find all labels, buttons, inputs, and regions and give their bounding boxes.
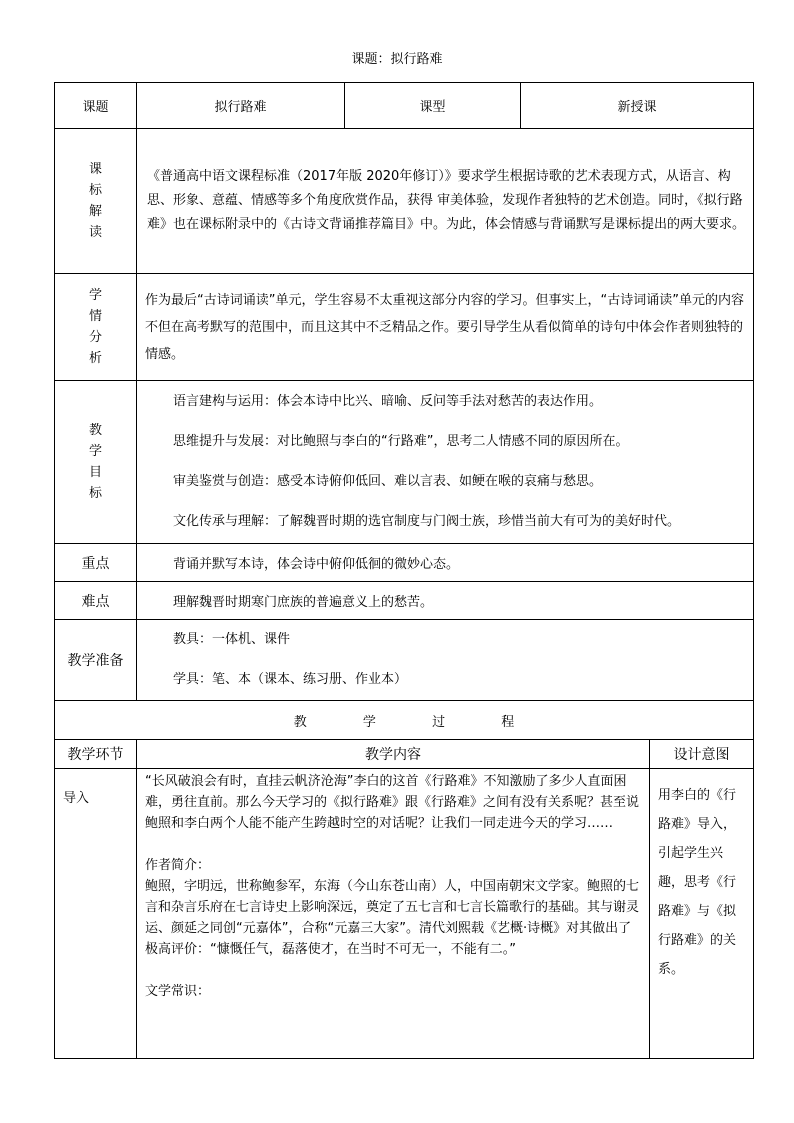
label-char: 学 <box>88 444 102 459</box>
key-point-text: 背诵并默写本诗，体会诗中俯仰低徊的微妙心态。 <box>137 544 754 582</box>
goal-item: 审美鉴赏与创造：感受本诗俯仰低回、难以言表、如鲠在喉的哀痛与愁思。 <box>173 474 603 489</box>
label-char: 标 <box>88 183 102 198</box>
goal-item: 文化传承与理解：了解魏晋时期的选官制度与门阀士族，珍惜当前大有可为的美好时代。 <box>173 514 681 529</box>
teacher-tools: 教具：一体机、课件 <box>173 632 291 647</box>
literature-heading: 文学常识： <box>145 984 211 999</box>
col-phase: 教学环节 <box>55 740 137 769</box>
label-char: 目 <box>88 465 102 480</box>
label-char: 标 <box>88 486 102 501</box>
difficulty-text: 理解魏晋时期寒门庶族的普遍意义上的愁苦。 <box>137 582 754 620</box>
process-char: 过 <box>432 714 446 730</box>
standards-label <box>55 129 137 274</box>
lesson-plan-table <box>54 82 754 1059</box>
label-char: 课 <box>88 162 102 177</box>
document-title: 课题：拟行路难 <box>351 52 443 67</box>
intro-paragraph: “长风破浪会有时，直挂云帆济沧海”李白的这首《行路难》不知激励了多少人直面困难，勇往直前。那么今天学习的《拟行路难》跟《行路难》之间有没有关系呢？甚至说鲍照和李白两个人能不能产生跨越时空的对话呢？让我们一同走进今天的学习…… <box>145 774 640 831</box>
key-point-label: 重点 <box>55 544 137 582</box>
process-char: 教 <box>293 714 307 730</box>
standards-text: 《普通高中语文课程标准（2017年版 2020年修订）》要求学生根据诗歌的艺术表现方式，从语言、构思、形象、意蕴、情感等多个角度欣赏作品，获得 审美体验，发现作者独特的艺术创造。同时，《拟行路难》也在课标附录中的《古诗文背诵推荐篇目》中。为此，体会情感与背诵默写是课标提出的两大要求。 <box>137 129 754 274</box>
label-char: 分 <box>88 330 102 345</box>
standards-row <box>55 129 754 274</box>
author-heading: 作者简介： <box>145 858 211 873</box>
label-char: 解 <box>88 204 102 219</box>
goal-item: 语言建构与运用：体会本诗中比兴、暗喻、反问等手法对愁苦的表达作用。 <box>173 394 603 409</box>
label-char: 情 <box>88 309 102 324</box>
lesson-type-value: 新授课 <box>521 83 754 129</box>
goals-list <box>137 381 754 544</box>
process-columns-row <box>55 740 754 769</box>
header-row <box>55 83 754 129</box>
analysis-row <box>55 274 754 381</box>
analysis-text: 作为最后“古诗词诵读”单元，学生容易不太重视这部分内容的学习。但事实上，“古诗词诵读”单元的内容不但在高考默写的范围中，而且这其中不乏精品之作。要引导学生从看似简单的诗句中体会作者则独特的情感。 <box>137 274 754 381</box>
process-header-row <box>55 701 754 740</box>
process-char: 程 <box>501 714 515 730</box>
label-char: 析 <box>88 351 102 366</box>
goal-item: 思维提升与发展：对比鲍照与李白的“行路难”，思考二人情感不同的原因所在。 <box>173 434 629 449</box>
preparation-content <box>137 620 754 701</box>
student-tools: 学具：笔、本（课本、练习册、作业本） <box>173 672 408 687</box>
topic-label: 课题 <box>55 83 137 129</box>
label-char: 教 <box>88 423 102 438</box>
preparation-label: 教学准备 <box>55 620 137 701</box>
goals-row <box>55 381 754 544</box>
key-point-row <box>55 544 754 582</box>
goals-label <box>55 381 137 544</box>
phase-intro: 导入 <box>55 769 137 1059</box>
label-char: 读 <box>88 225 102 240</box>
difficulty-label: 难点 <box>55 582 137 620</box>
intro-intent: 用李白的《行路难》导入，引起学生兴趣，思考《行路难》与《拟行路难》的关系。 <box>650 769 754 1059</box>
col-content: 教学内容 <box>137 740 650 769</box>
analysis-label <box>55 274 137 381</box>
topic-value: 拟行路难 <box>137 83 345 129</box>
col-intent: 设计意图 <box>650 740 754 769</box>
label-char: 学 <box>88 288 102 303</box>
preparation-row <box>55 620 754 701</box>
intro-content <box>137 769 650 1059</box>
process-char: 学 <box>362 714 376 730</box>
process-heading <box>55 701 754 740</box>
difficulty-row <box>55 582 754 620</box>
intro-row <box>55 769 754 1059</box>
lesson-type-label: 课型 <box>345 83 521 129</box>
author-paragraph: 鲍照，字明远，世称鲍参军，东海（今山东苍山南）人，中国南朝宋文学家。鲍照的七言和杂言乐府在七言诗史上影响深远，奠定了五七言和七言长篇歌行的基础。其与谢灵运、颜延之同创“元嘉体”，合称“元嘉三大家”。清代刘熙载《艺概·诗概》对其做出了极高评价：“慷慨任气，磊落使才，在当时不可无一，不能有二。” <box>145 879 640 957</box>
